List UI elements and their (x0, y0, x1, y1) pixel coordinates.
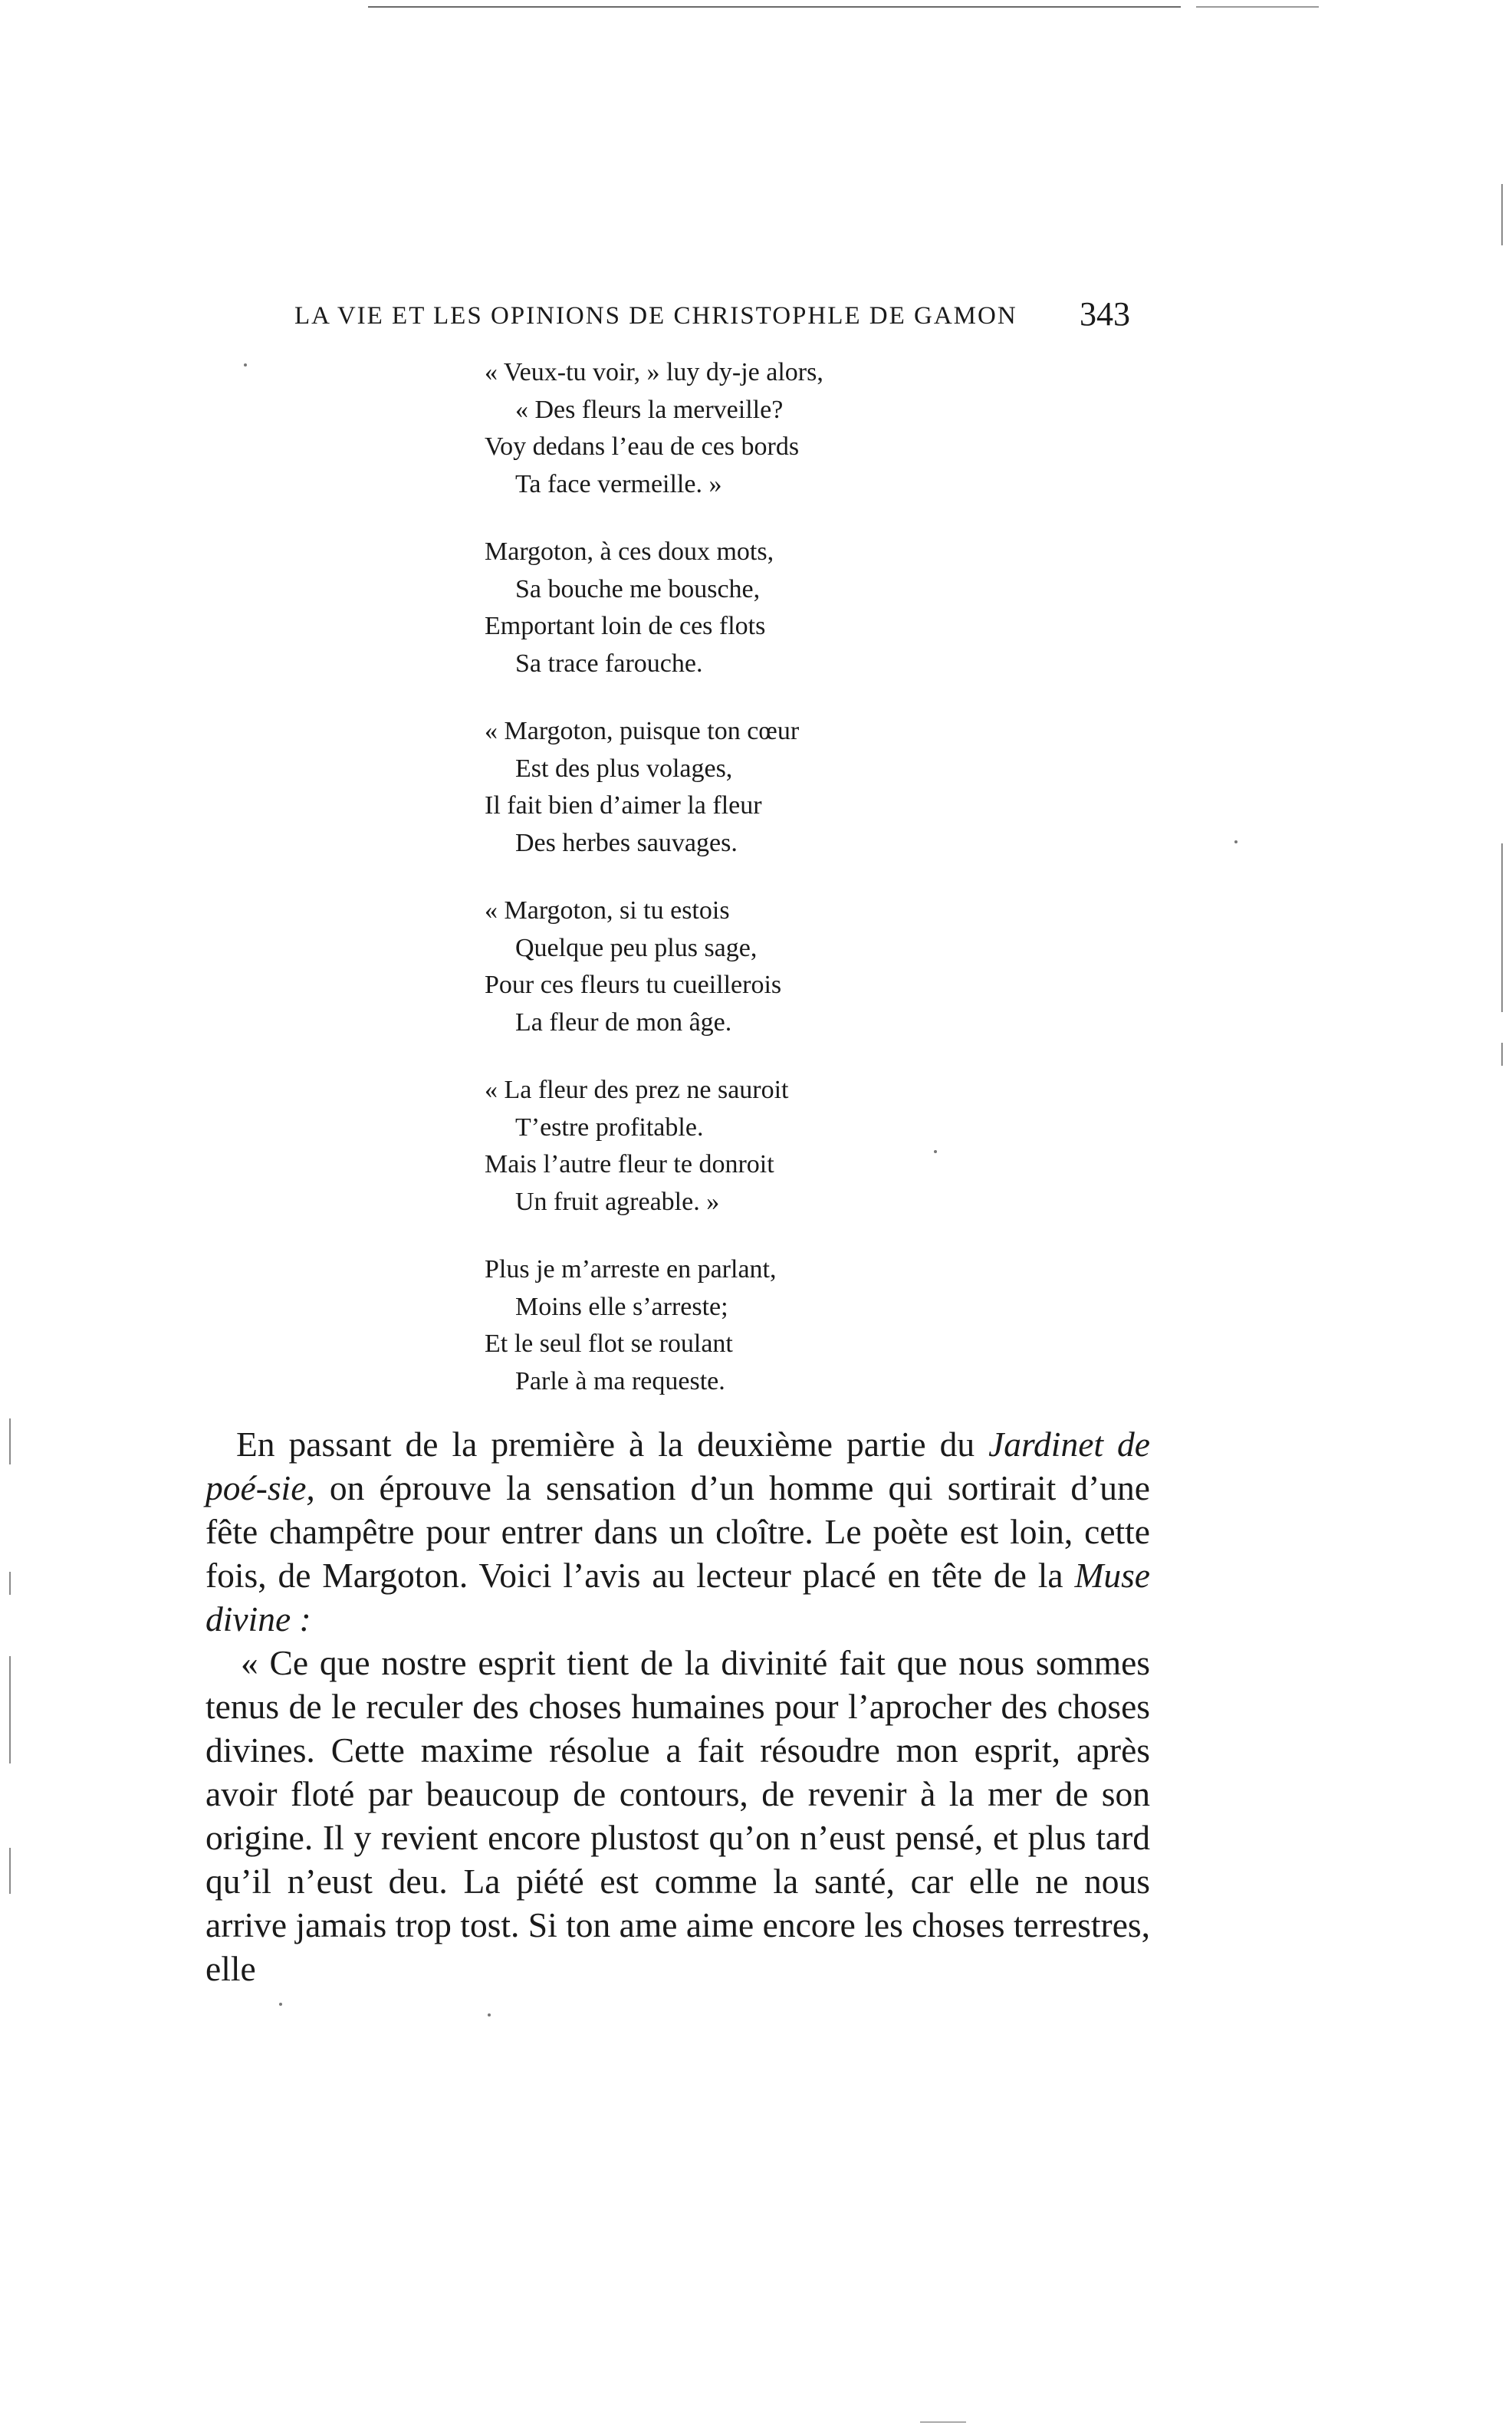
poem-line: Parle à ma requeste. (515, 1366, 725, 1395)
scan-left-edge (9, 1656, 11, 1763)
scan-bottom-mark (920, 2421, 966, 2423)
poem-line: T’estre profitable. (515, 1113, 704, 1142)
page-number: 343 (1080, 295, 1130, 333)
poem-line: Un fruit agreable. » (515, 1187, 720, 1216)
poem-line: Margoton, à ces doux mots, (485, 537, 774, 566)
prose-paragraph (205, 1422, 1150, 1641)
poem-line: Des herbes sauvages. (515, 828, 738, 857)
poem-line: Ta face vermeille. » (515, 469, 722, 498)
poem-line: La fleur de mon âge. (515, 1007, 732, 1037)
poem-stanza (485, 354, 960, 503)
prose-paragraph: « Ce que nostre esprit tient de la divinité fait que nous sommes tenus de le reculer des choses humaines pour l’aprocher des choses divines. Cette maxime résolue a fait résoudre mon esprit, après avoir floté par beaucoup de contours, de revenir à la mer de son origine. Il y revient encore plustost qu’on n’eust pensé, et plus tard qu’il n’eust deu. La piété est comme la santé, car elle ne nous arrive jamais trop tost. Si ton ame aime encore les choses terrestres, elle (205, 1643, 1150, 1988)
poem-line: Est des plus volages, (515, 754, 733, 783)
scan-left-edge (9, 1418, 11, 1464)
prose-text: on éprouve la sensation d’un homme qui sortirait d’une fête champêtre pour entrer dans un cloître. Le poète est loin, cette fois, de Margoton. Voici l’avis au lecteur placé en tête de la (205, 1468, 1150, 1595)
poem-line: « Margoton, si tu estois (485, 896, 730, 925)
poem-line: Mais l’autre fleur te donroit (485, 1150, 774, 1178)
poem-stanza (485, 1072, 960, 1221)
poem-line: Sa bouche me bousche, (515, 574, 761, 603)
poem-line: Et le seul flot se roulant (485, 1330, 733, 1358)
poem-line: Moins elle s’arreste; (515, 1292, 728, 1321)
poem-line: Quelque peu plus sage, (515, 933, 758, 962)
scan-top-rule (368, 6, 1181, 8)
scan-speck (488, 2013, 491, 2016)
scan-right-edge (1501, 843, 1503, 1012)
scan-left-edge (9, 1572, 11, 1595)
scan-speck (244, 363, 247, 366)
poem-line: Sa trace farouche. (515, 649, 703, 678)
scan-speck (1234, 840, 1238, 843)
poem-line: Emportant loin de ces flots (485, 612, 766, 640)
poem (485, 354, 960, 1431)
book-title-italic: Muse divine : (205, 1556, 1150, 1639)
book-title-italic: Jardinet de poé-sie, (205, 1425, 1150, 1507)
poem-line: « Margoton, puisque ton cœur (485, 717, 800, 745)
poem-line: « La fleur des prez ne sauroit (485, 1076, 789, 1104)
scan-right-edge (1501, 184, 1503, 245)
poem-line: Voy dedans l’eau de ces bords (485, 432, 800, 461)
scan-top-rule-short (1196, 6, 1319, 8)
poem-stanza (485, 1251, 960, 1400)
scan-speck (279, 2003, 282, 2006)
poem-line: « Veux-tu voir, » luy dy-je alors, (485, 358, 823, 386)
scan-left-edge (9, 1848, 11, 1894)
poem-line: Plus je m’arreste en parlant, (485, 1255, 777, 1284)
running-title: LA VIE ET LES OPINIONS DE CHRISTOPHLE DE GAMON (294, 302, 1017, 330)
poem-line: « Des fleurs la merveille? (515, 395, 784, 424)
poem-stanza (485, 892, 960, 1041)
poem-stanza (485, 713, 960, 862)
poem-stanza (485, 534, 960, 682)
prose-text: En passant de la première à la deuxième partie du (236, 1425, 989, 1464)
prose-body (205, 1422, 1150, 1990)
scan-right-edge (1501, 1043, 1503, 1066)
poem-line: Pour ces fleurs tu cueillerois (485, 971, 782, 999)
poem-line: Il fait bien d’aimer la fleur (485, 791, 762, 820)
running-head (294, 294, 1130, 340)
